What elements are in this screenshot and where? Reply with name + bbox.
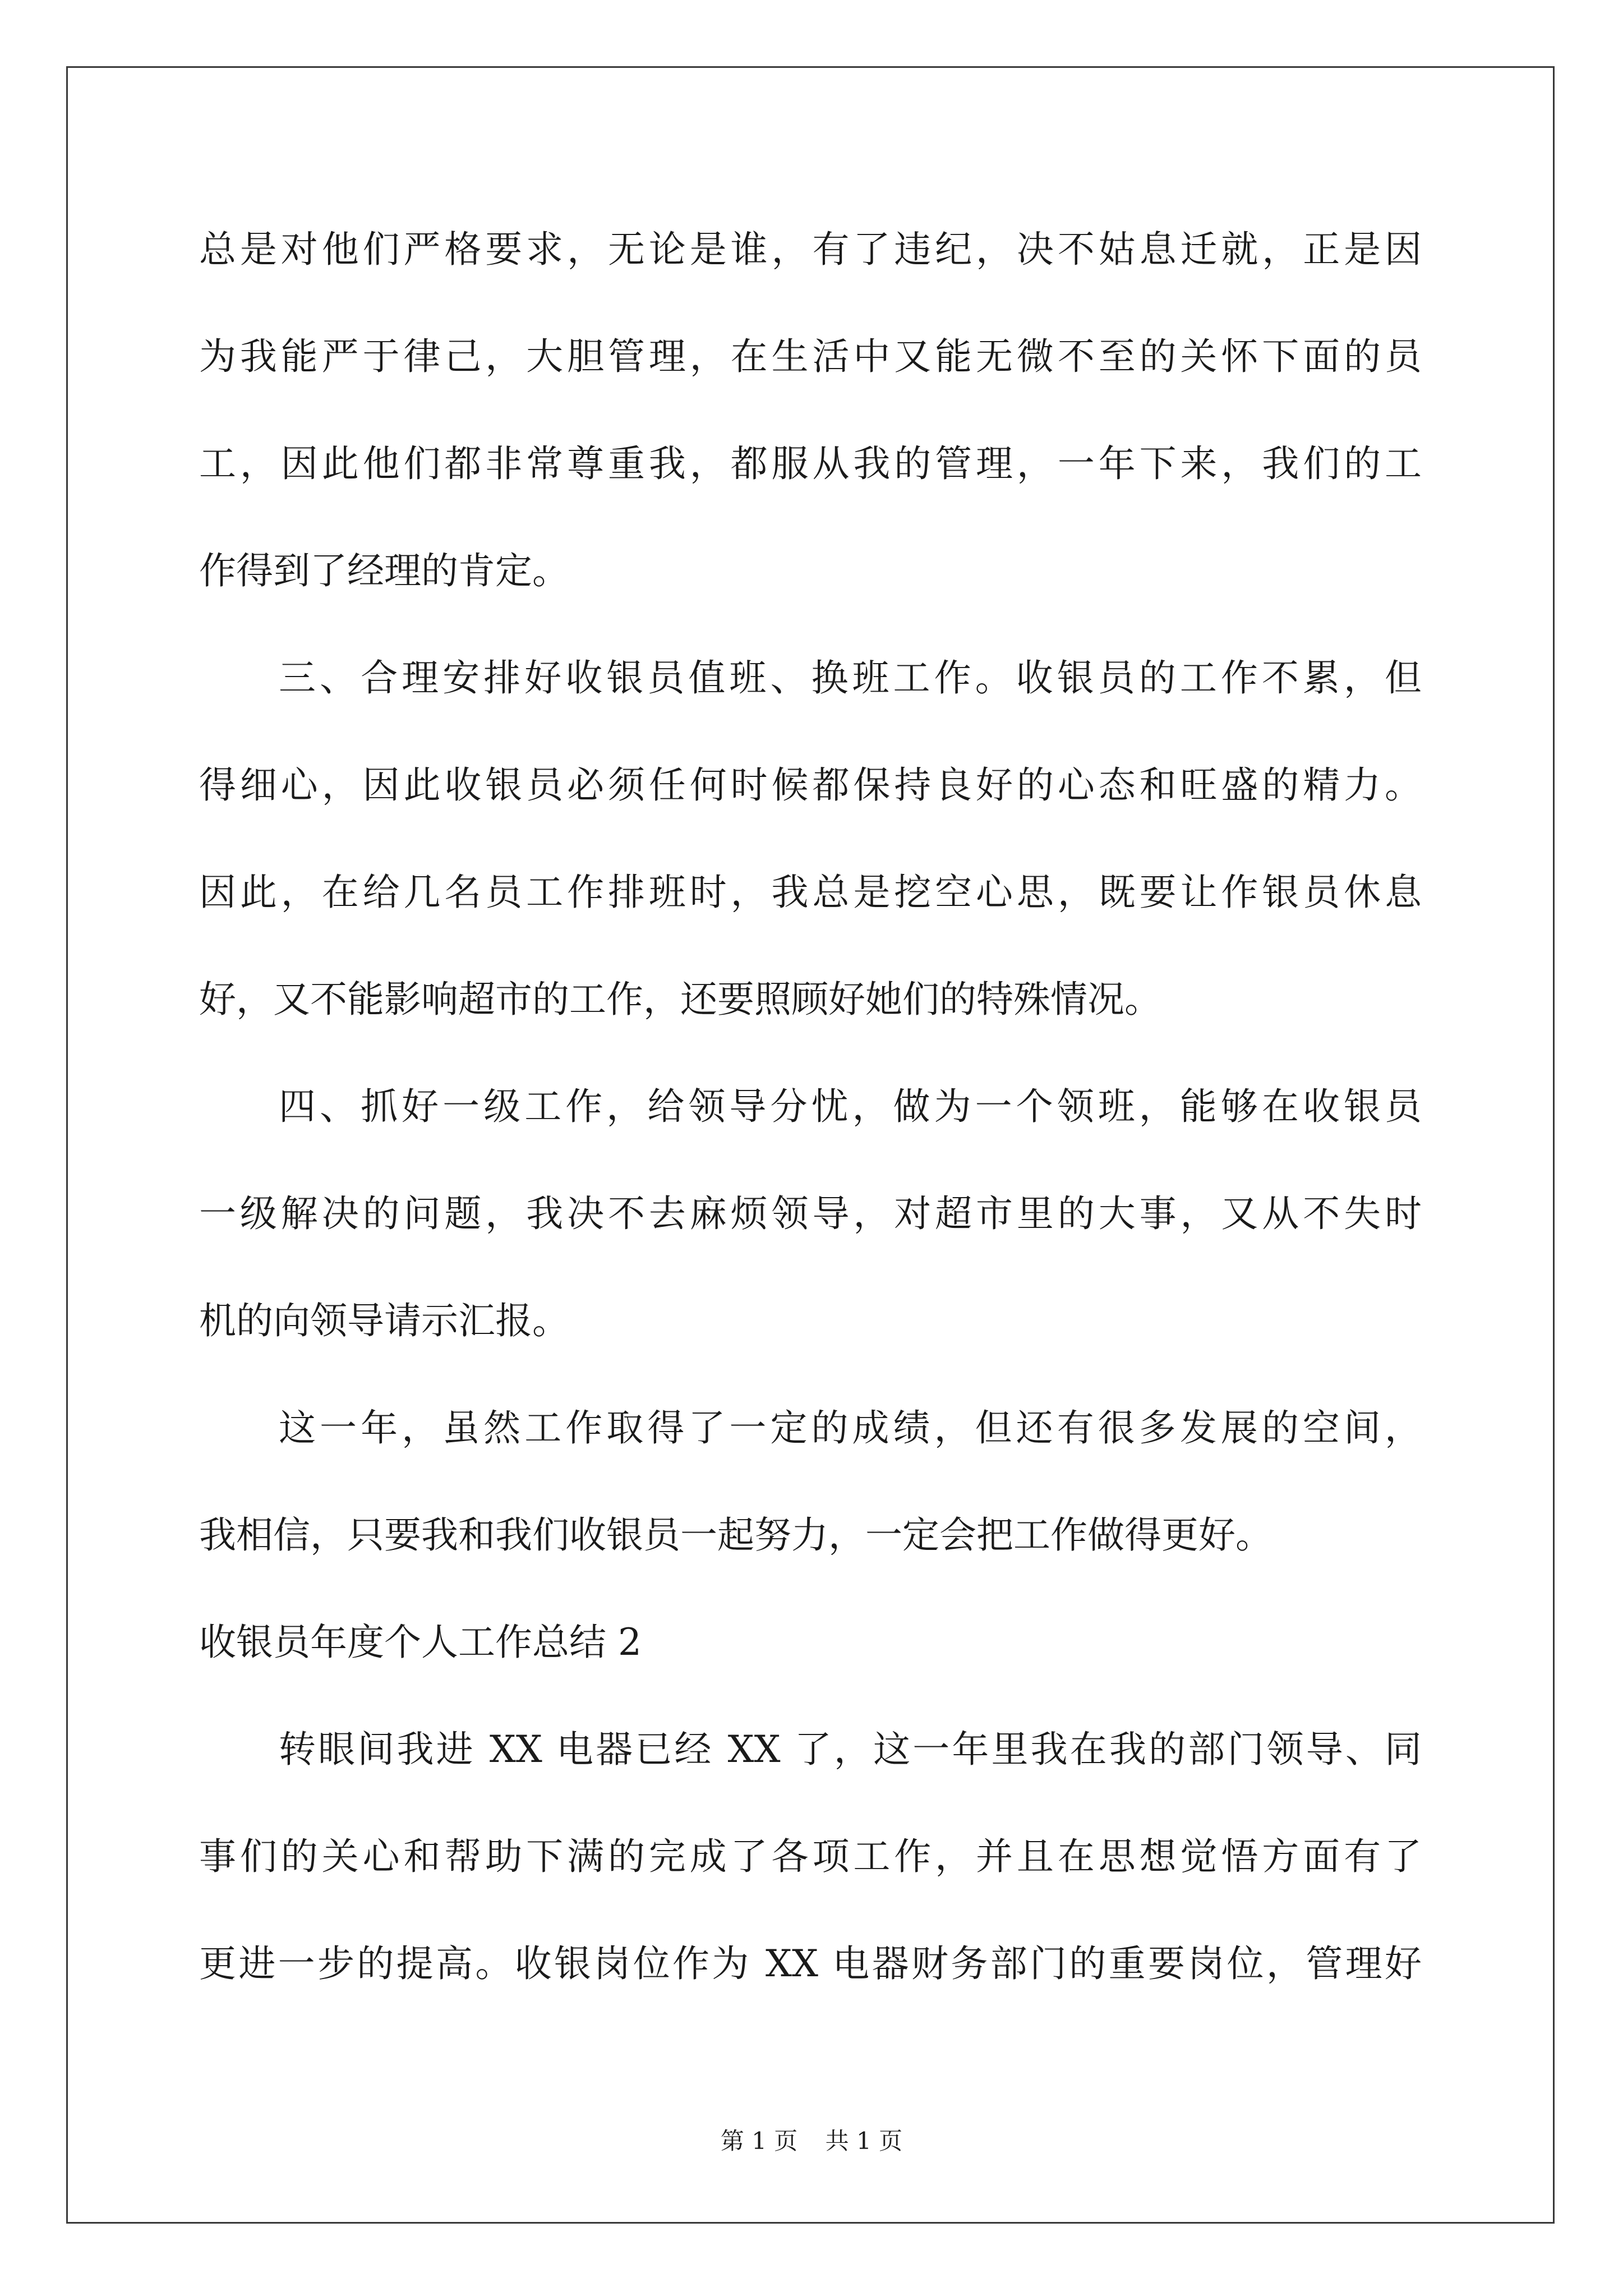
page-number: 第 1 页: [720, 2127, 798, 2155]
section-heading: 收银员年度个人工作总结 2: [199, 1621, 642, 1664]
paragraph-start-line: 这一年，虽然工作取得了一定的成绩，但还有很多发展的空间，: [279, 1406, 1422, 1450]
page-footer: [0, 2123, 1623, 2156]
text-line: 得细心，因此收银员必须任何时候都保持良好的心态和旺盛的精力。: [199, 763, 1422, 807]
page-total: 共 1 页: [825, 2127, 903, 2155]
text-line: 我相信，只要我和我们收银员一起努力，一定会把工作做得更好。: [199, 1513, 1272, 1557]
page-border: [66, 66, 1555, 2224]
text-line: 事们的关心和帮助下满的完成了各项工作，并且在思想觉悟方面有了: [199, 1835, 1422, 1878]
text-line: 为我能严于律己，大胆管理，在生活中又能无微不至的关怀下面的员: [199, 335, 1422, 378]
text-line: 机的向领导请示汇报。: [199, 1299, 569, 1342]
paragraph-start-line: 转眼间我进 XX 电器已经 XX 了，这一年里我在我的部门领导、同: [279, 1728, 1422, 1771]
text-line: 更进一步的提高。收银岗位作为 XX 电器财务部门的重要岗位，管理好: [199, 1942, 1422, 1985]
text-line: 工，因此他们都非常尊重我，都服从我的管理，一年下来，我们的工: [199, 442, 1422, 485]
text-line: 一级解决的问题，我决不去麻烦领导，对超市里的大事，又从不失时: [199, 1192, 1422, 1235]
paragraph-start-line: 四、抓好一级工作，给领导分忧，做为一个领班，能够在收银员: [279, 1085, 1422, 1128]
text-line: 作得到了经理的肯定。: [199, 549, 569, 592]
text-line: 因此，在给几名员工作排班时，我总是挖空心思，既要让作银员休息: [199, 871, 1422, 914]
text-line: 总是对他们严格要求，无论是谁，有了违纪，决不姑息迁就，正是因: [199, 228, 1422, 271]
text-line: 好，又不能影响超市的工作，还要照顾好她们的特殊情况。: [199, 978, 1161, 1021]
paragraph-start-line: 三、合理安排好收银员值班、换班工作。收银员的工作不累，但: [279, 656, 1422, 700]
